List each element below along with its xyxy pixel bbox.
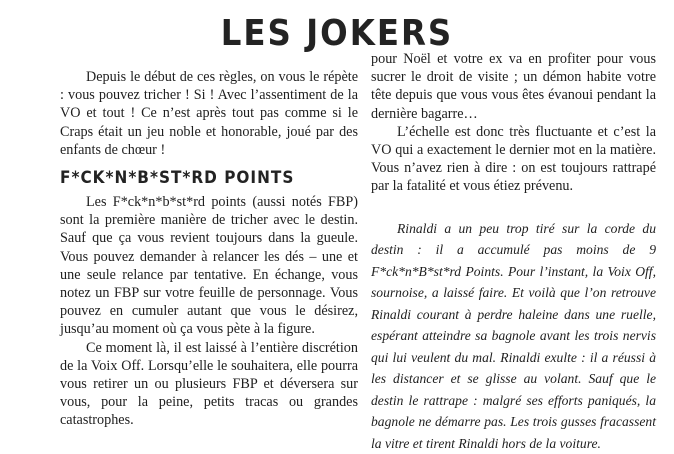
scale-paragraph: L’échelle est donc très fluctuante et c’est la VO qui a exactement le dernier mot en la matière. Vous n’avez rien à dire : on est toujours rattrapé par la fatalité et vous étiez prévenu. — [371, 123, 656, 195]
fbp-paragraph: Les F*ck*n*b*st*rd points (aussi notés FBP) sont la première manière de tricher avec le destin. Sauf que ça vous revient toujours dans la gueule. Vous pouvez demander à relancer les dés – une et une seule relance par tentative. En échange, vous notez un FBP sur votre feuille de personnage. Vous pouvez en cumuler autant que vous le désirez, jusqu’au moment où ça vous pète à la figure. — [60, 194, 358, 338]
section-heading: F*CK*N*B*ST*RD POINTS — [60, 168, 295, 189]
example-block — [371, 218, 656, 454]
right-column — [371, 50, 656, 454]
page-title: LES JOKERS — [220, 13, 454, 54]
vo-discretion-paragraph: Ce moment là, il est laissé à l’entière discrétion de la Voix Off. Lorsqu’elle le souhaitera, elle pourra vous retirer un ou plusieurs FBP et déversera sur vous, pour la peine, petits tracas ou grandes catastrophes. — [60, 339, 358, 429]
intro-paragraph: Depuis le début de ces règles, on vous le répète : vous pouvez tricher ! Si ! Avec l’assentiment de la VO et tout ! Ce n’est après tout pas comme si le Craps était un jeu noble et honorable, joué par des enfants de chœur ! — [60, 69, 358, 158]
continued-paragraph: pour Noël et votre ex va en profiter pour vous sucrer le droit de visite ; un démon habite votre tête depuis que vous vous êtes évanoui pendant la dernière bagarre… — [371, 51, 656, 122]
example-paragraph: Rinaldi a un peu trop tiré sur la corde du destin : il a accumulé pas moins de 9 F*ck*n*B*st*rd Points. Pour l’instant, la Voix Off, sournoise, a laissé faire. Et voilà que l’on retrouve Rinaldi courant à perdre haleine dans une ruelle, espérant atteindre sa bagnole avant les trois nervis qui lui veulent du mal. Rinaldi exulte : il a réussi à les distancer et se glisse au volant. Sauf que le destin le rattrape : malgré ses efforts paniqués, la bagnole ne démarre pas. Les trois gusses fracassent la vitre et tirent Rinaldi hors de la voiture. — [371, 220, 656, 451]
left-column — [60, 68, 358, 430]
